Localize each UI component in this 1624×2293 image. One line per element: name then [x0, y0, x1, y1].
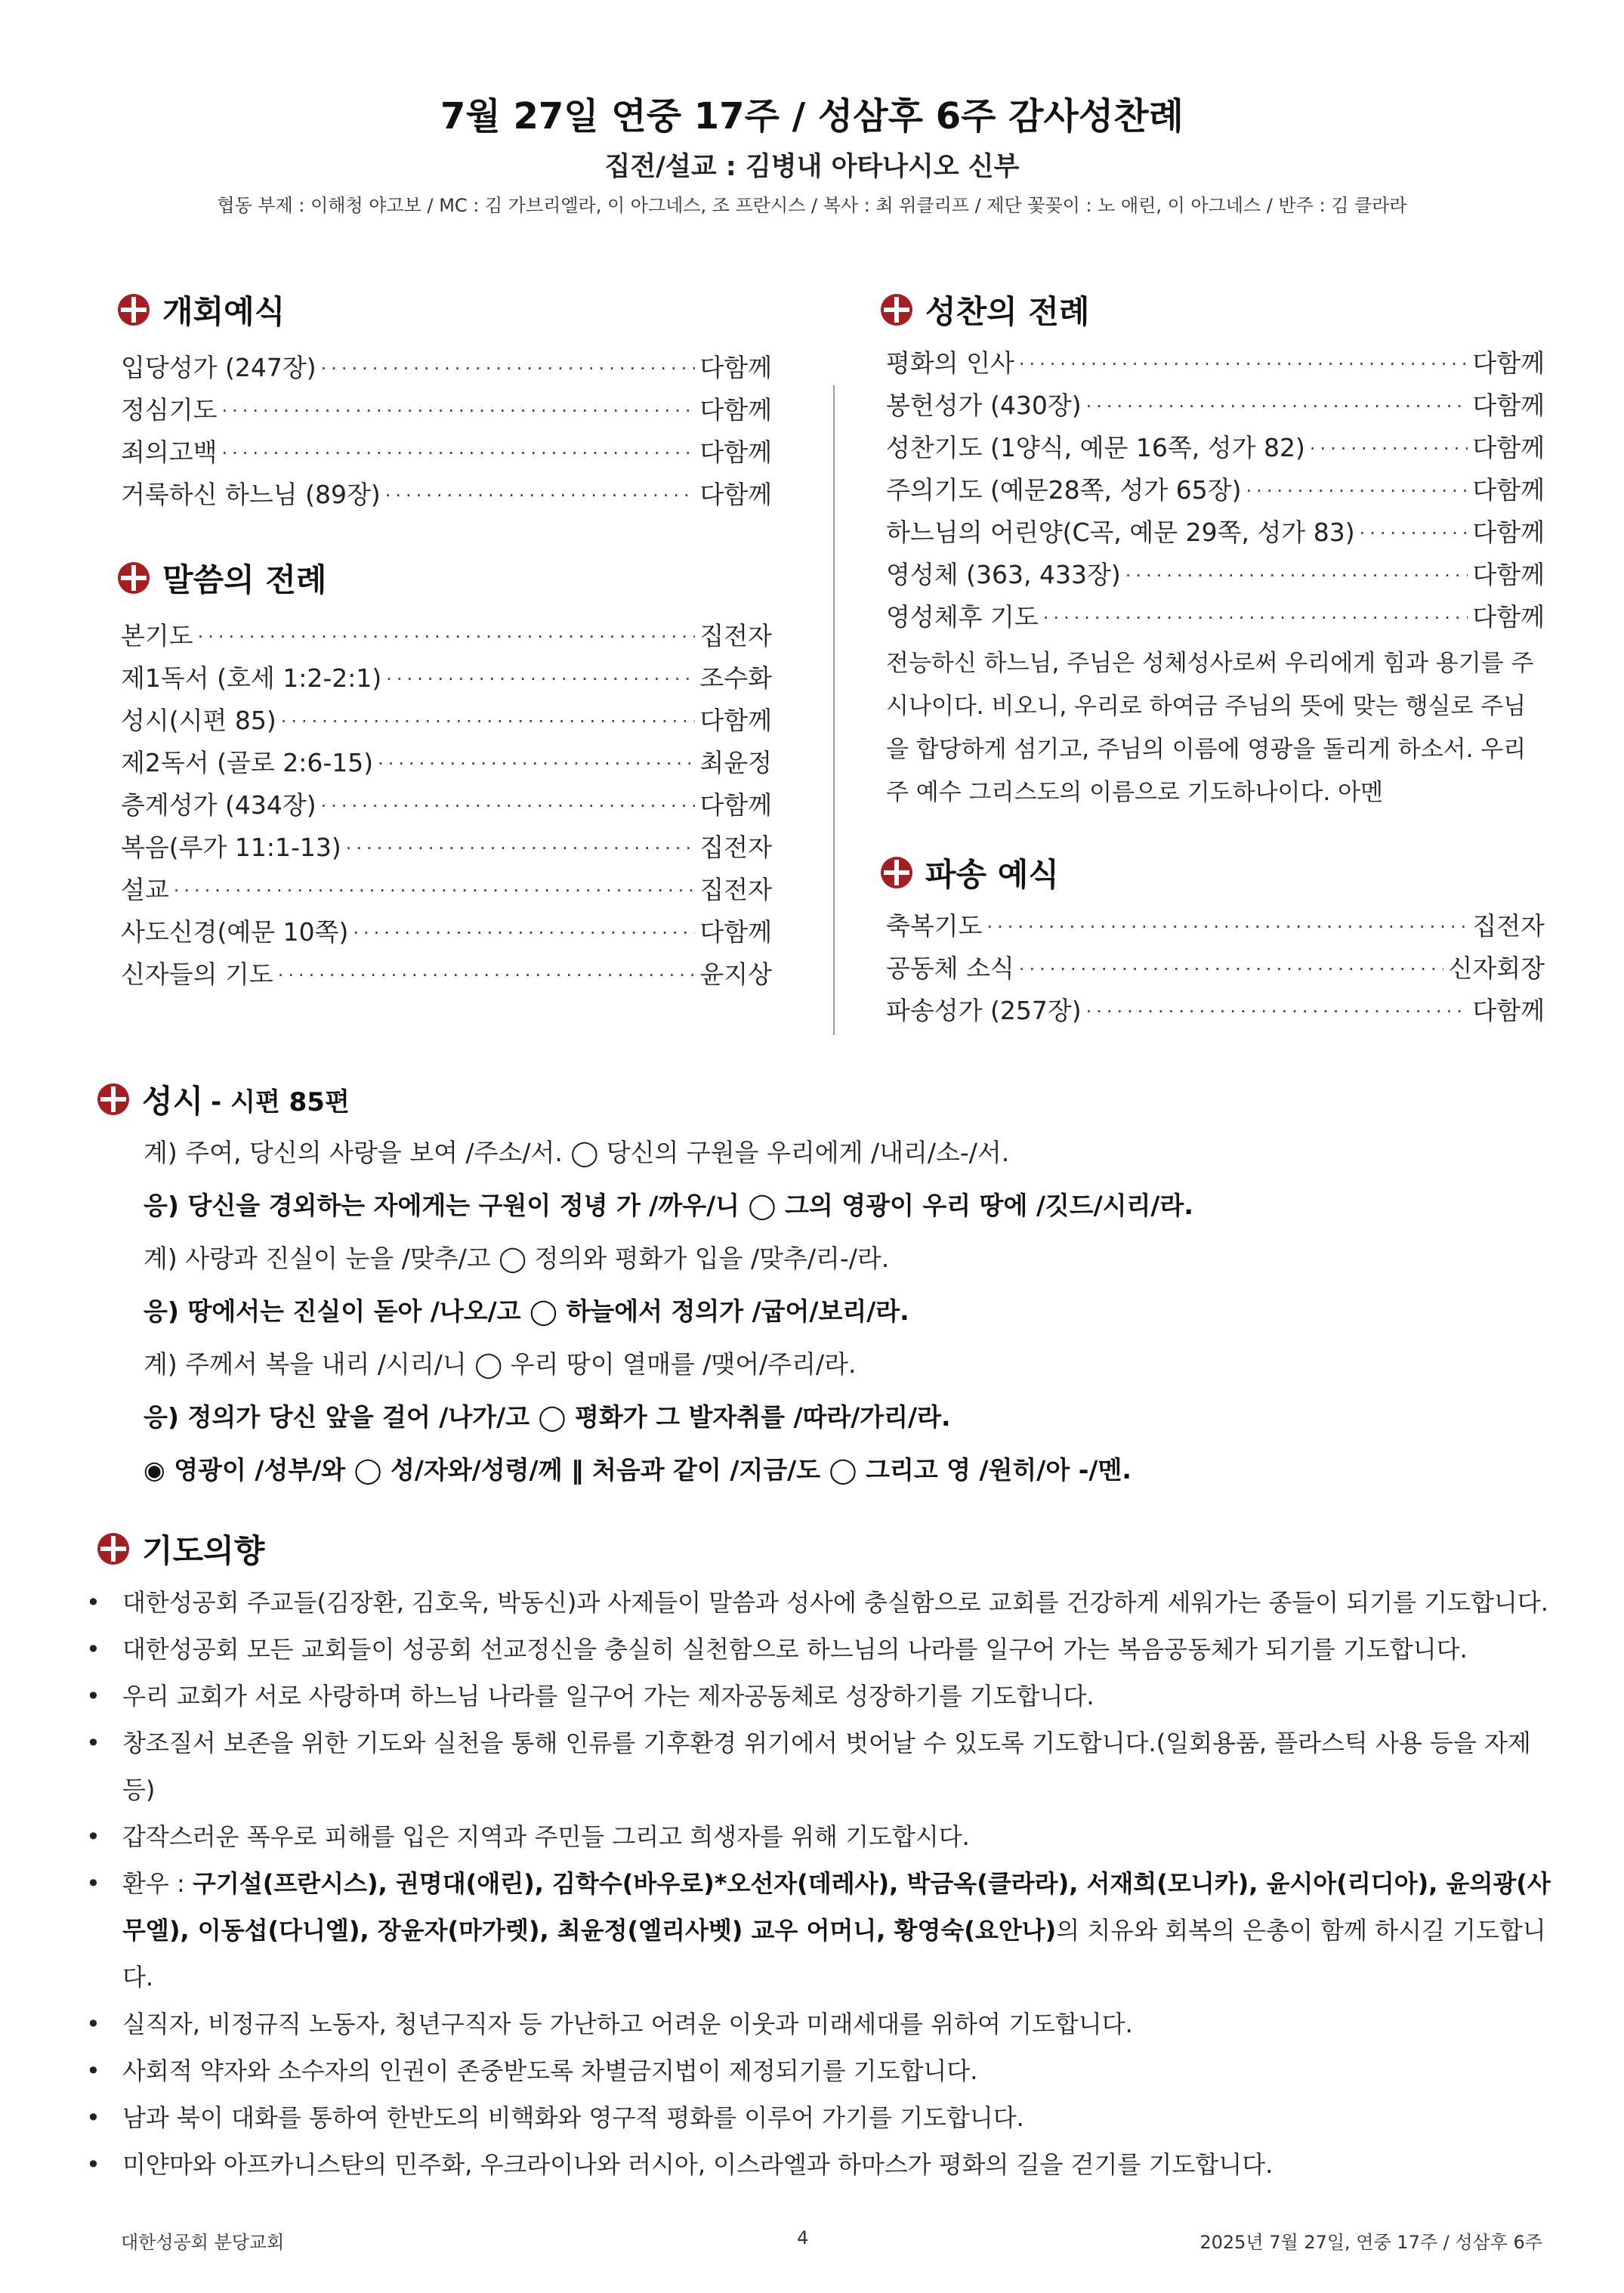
- list-item: • 미얀마와 아프카니스탄의 민주화, 우크라이나와 러시아, 이스라엘과 하마스가 평화의 길을 걷기를 기도합니다.: [83, 2141, 1564, 2188]
- service-item-officiant: 다함께: [1472, 475, 1545, 505]
- service-item-officiant: 다함께: [699, 437, 772, 467]
- section-title: 성찬의 전례: [925, 293, 1090, 330]
- dot-leader: [198, 629, 696, 644]
- section-heading-eucharist: [880, 287, 1089, 332]
- dot-leader: [1086, 1004, 1468, 1019]
- red-cross-circle-icon: [117, 561, 150, 595]
- psalm-line: 응) 당신을 경외하는 자에게는 구원이 정녕 가 /까우/니 ◯ 그의 영광이 우리 땅에 /깃드/시리/라.: [144, 1191, 1193, 1220]
- prayer-intentions-list: [83, 1579, 1564, 2188]
- service-item: [121, 384, 772, 426]
- list-item: • 실직자, 비정규직 노동자, 청년구직자 등 가난하고 어려운 이웃과 미래세대를 위하여 기도합니다.: [83, 2001, 1564, 2047]
- service-item-label: 입당성가 (247장): [121, 353, 316, 382]
- service-item-officiant: 다함께: [699, 353, 772, 382]
- psalm-line: 응) 땅에서는 진실이 돋아 /나오/고 ◯ 하늘에서 정의가 /굽어/보리/라.: [144, 1296, 909, 1326]
- red-cross-circle-icon: [880, 293, 913, 326]
- page-title: 7월 27일 연중 17주 / 성삼후 6주 감사성찬례: [440, 95, 1184, 138]
- service-item-officiant: 다함께: [1472, 560, 1545, 589]
- section-title: 파송 예식: [925, 856, 1059, 893]
- service-item-label: 죄의고백: [121, 437, 218, 467]
- page-subtitle: 집전/설교 : 김병내 아타나시오 신부: [604, 152, 1020, 182]
- service-item-officiant: 집전자: [699, 833, 772, 862]
- section-title: 말씀의 전례: [162, 561, 327, 598]
- section-heading-dismissal: [880, 850, 1059, 895]
- dot-leader: [278, 968, 696, 983]
- psalm-doxology: ◉ 영광이 /성부/와 ◯ 성/자와/성령/께 ‖ 처음과 같이 /지금/도 ◯ 그리고 영 /원히/아 -/멘.: [144, 1455, 1132, 1485]
- dot-leader: [1043, 610, 1468, 626]
- service-item-label: 복음(루가 11:1-13): [121, 833, 341, 862]
- service-item-officiant: 다함께: [699, 917, 772, 947]
- service-item-label: 신자들의 기도: [121, 960, 273, 989]
- dot-leader: [378, 756, 695, 771]
- service-item: [886, 422, 1545, 464]
- service-item-officiant: 다함께: [1472, 391, 1545, 420]
- psalm-line: 응) 정의가 당신 앞을 걸어 /나가/고 ◯ 평화가 그 발자취를 /따라/가리/라.: [144, 1402, 951, 1432]
- service-item-label: 거룩하신 하느님 (89장): [121, 480, 381, 509]
- service-item: [886, 506, 1545, 549]
- service-item: [121, 779, 772, 821]
- service-item-label: 파송성가 (257장): [886, 996, 1082, 1025]
- footer-date: 2025년 7월 27일, 연중 17주 / 성삼후 6주: [1199, 2232, 1542, 2253]
- dot-leader: [346, 841, 696, 856]
- patients-suffix: 의 치유와 회복의 은총이 함께 하시길 기도합니다.: [122, 1916, 1546, 1992]
- service-item-officiant: 조수화: [699, 663, 772, 693]
- section-title: 개회예식: [162, 293, 286, 330]
- section-heading-opening: [117, 287, 285, 332]
- service-item-officiant: 윤지상: [699, 960, 772, 989]
- service-item-label: 축복기도: [886, 911, 983, 941]
- list-item-patients: [83, 1860, 1564, 2001]
- red-cross-circle-icon: [880, 856, 913, 889]
- service-item: [886, 549, 1545, 591]
- footer-church-name: 대한성공회 분당교회: [121, 2232, 285, 2253]
- service-item-label: 평화의 인사: [886, 348, 1014, 378]
- dot-leader: [1246, 484, 1468, 499]
- service-item: [121, 426, 772, 468]
- column-divider: [833, 385, 835, 1035]
- service-item: [121, 737, 772, 779]
- section-title: 기도의향: [142, 1532, 265, 1569]
- service-item-label: 제1독서 (호세 1:2-2:1): [121, 663, 382, 693]
- service-item-officiant: 다함께: [699, 790, 772, 820]
- dot-leader: [281, 714, 696, 729]
- list-item: • 우리 교회가 서로 사랑하며 하느님 나라를 일구어 가는 제자공동체로 성장하기를 기도합니다.: [83, 1673, 1564, 1720]
- patients-prefix: 환우 :: [122, 1869, 193, 1898]
- service-item-label: 봉헌성가 (430장): [886, 391, 1082, 420]
- service-item: [121, 341, 772, 384]
- service-item: [121, 694, 772, 737]
- service-item-label: 주의기도 (예문28쪽, 성가 65장): [886, 475, 1242, 505]
- service-item: [886, 464, 1545, 506]
- service-item: [121, 821, 772, 864]
- psalm-line: 계) 사랑과 진실이 눈을 /맞추/고 ◯ 정의와 평화가 입을 /맞추/리-/라.: [144, 1244, 890, 1273]
- service-item-label: 본기도: [121, 621, 193, 651]
- dot-leader: [386, 672, 695, 687]
- page-number: 4: [797, 2227, 809, 2248]
- list-item: • 창조질서 보존을 위한 기도와 실천을 통해 인류를 기후환경 위기에서 벗어날 수 있도록 기도합니다.(일회용품, 플라스틱 사용 등을 자제 등): [83, 1720, 1564, 1813]
- service-item-officiant: 집전자: [699, 621, 772, 651]
- red-cross-circle-icon: [117, 293, 150, 326]
- red-cross-circle-icon: [97, 1532, 130, 1565]
- service-item: [121, 610, 772, 652]
- dot-leader: [321, 361, 696, 376]
- service-item: [121, 906, 772, 948]
- service-item-label: 제2독서 (골로 2:6-15): [121, 748, 374, 777]
- dot-leader: [1360, 526, 1468, 541]
- list-item: • 갑작스러운 폭우로 피해를 입은 지역과 주민들 그리고 희생자를 위해 기도합시다.: [83, 1813, 1564, 1860]
- dot-leader: [987, 919, 1468, 935]
- service-item: [886, 379, 1545, 422]
- dismissal-list: [886, 900, 1545, 1027]
- dot-leader: [385, 488, 696, 503]
- list-item: • 사회적 약자와 소수자의 인권이 존중받도록 차별금지법이 제정되기를 기도합니다.: [83, 2047, 1564, 2094]
- dot-leader: [1125, 568, 1468, 583]
- section-heading-psalm: [97, 1077, 350, 1122]
- dot-leader: [222, 403, 696, 419]
- psalm-line: 계) 주여, 당신의 사랑을 보여 /주소/서. ◯ 당신의 구원을 우리에게 /내리/소-/서.: [144, 1138, 1010, 1167]
- psalm-line: 계) 주께서 복을 내리 /시리/니 ◯ 우리 땅이 열매를 /맺어/주리/라.: [144, 1349, 857, 1379]
- service-item-label: 하느님의 어린양(C곡, 예문 29쪽, 성가 83): [886, 518, 1355, 547]
- list-item: • 대한성공회 모든 교회들이 성공회 선교정신을 충실히 실천함으로 하느님의 나라를 일구어 가는 복음공동체가 되기를 기도합니다.: [83, 1626, 1564, 1673]
- list-item: • 남과 북이 대화를 통하여 한반도의 비핵화와 영구적 평화를 이루어 가기를 기도합니다.: [83, 2094, 1564, 2141]
- post-communion-prayer: 전능하신 하느님, 주님은 성체성사로써 우리에게 힘과 용기를 주시나이다. 비오니, 우리로 하여금 주님의 뜻에 맞는 행실로 주님을 합당하게 섬기고, 주님의 이름에 영광을 돌리게 하소서. 우리 주 예수 그리스도의 이름으로 기도하나이다. 아멘: [886, 650, 1534, 806]
- service-item-officiant: 다함께: [699, 480, 772, 509]
- service-item-officiant: 다함께: [1472, 518, 1545, 547]
- service-item: [886, 942, 1545, 984]
- service-item-label: 영성체후 기도: [886, 602, 1039, 632]
- service-item-label: 층계성가 (434장): [121, 790, 316, 820]
- service-item-label: 공동체 소식: [886, 953, 1014, 983]
- service-item-officiant: 다함께: [1472, 348, 1545, 378]
- service-item: [121, 864, 772, 906]
- red-cross-circle-icon: [97, 1083, 130, 1116]
- patients-names: 구기설(프란시스), 권명대(애린), 김학수(바우로)*오선자(데레사), 박금옥(클라라), 서재희(모니카), 윤시아(리디아), 윤의광(사무엘), 이동섭(다니엘), 장윤자(마가렛), 최윤정(엘리사벳) 교우 어머니, 황영숙(요안나): [122, 1869, 1551, 1945]
- dot-leader: [1310, 441, 1468, 456]
- list-item: • 대한성공회 주교들(김장환, 김호욱, 박동신)과 사제들이 말씀과 성사에 충실함으로 교회를 건강하게 세워가는 종들이 되기를 기도합니다.: [83, 1579, 1564, 1626]
- service-credits: 협동 부제 : 이해청 야고보 / MC : 김 가브리엘라, 이 아그네스, 조 프란시스 / 복사 : 최 위클리프 / 제단 꽃꽂이 : 노 애린, 이 아그네스 / 반주 : 김 클라라: [217, 195, 1407, 216]
- service-item: [886, 337, 1545, 379]
- service-item-label: 성찬기도 (1양식, 예문 16쪽, 성가 82): [886, 433, 1305, 462]
- service-item-label: 영성체 (363, 433장): [886, 560, 1121, 589]
- section-subtitle: - 시편 85편: [211, 1086, 350, 1117]
- service-item-officiant: 다함께: [699, 706, 772, 735]
- service-item: [886, 591, 1545, 633]
- dot-leader: [321, 799, 696, 814]
- service-item: [886, 900, 1545, 942]
- service-item-officiant: 다함께: [699, 395, 772, 425]
- dot-leader: [222, 446, 696, 461]
- dot-leader: [1086, 399, 1468, 414]
- section-title: 성시: [142, 1083, 204, 1120]
- dot-leader: [1019, 962, 1444, 977]
- service-item-officiant: 다함께: [1472, 996, 1545, 1025]
- service-item: [121, 948, 772, 990]
- word-list: [121, 610, 772, 990]
- service-item-label: 설교: [121, 875, 169, 904]
- service-item-label: 정심기도: [121, 395, 218, 425]
- service-item-officiant: 집전자: [1472, 911, 1545, 941]
- section-heading-word: [117, 555, 326, 601]
- service-item-officiant: 다함께: [1472, 602, 1545, 632]
- service-item-officiant: 다함께: [1472, 433, 1545, 462]
- service-item-label: 사도신경(예문 10쪽): [121, 917, 349, 947]
- service-item: [121, 652, 772, 694]
- dot-leader: [1019, 357, 1468, 372]
- service-item: [886, 984, 1545, 1027]
- dot-leader: [174, 883, 696, 898]
- section-heading-intentions: [97, 1526, 264, 1571]
- eucharist-list: [886, 337, 1545, 633]
- service-item-officiant: 집전자: [699, 875, 772, 904]
- service-item: [121, 468, 772, 511]
- dot-leader: [353, 926, 695, 941]
- service-item-label: 성시(시편 85): [121, 706, 276, 735]
- service-item-officiant: 신자회장: [1448, 953, 1545, 983]
- service-item-officiant: 최윤정: [699, 748, 772, 777]
- opening-list: [121, 341, 772, 511]
